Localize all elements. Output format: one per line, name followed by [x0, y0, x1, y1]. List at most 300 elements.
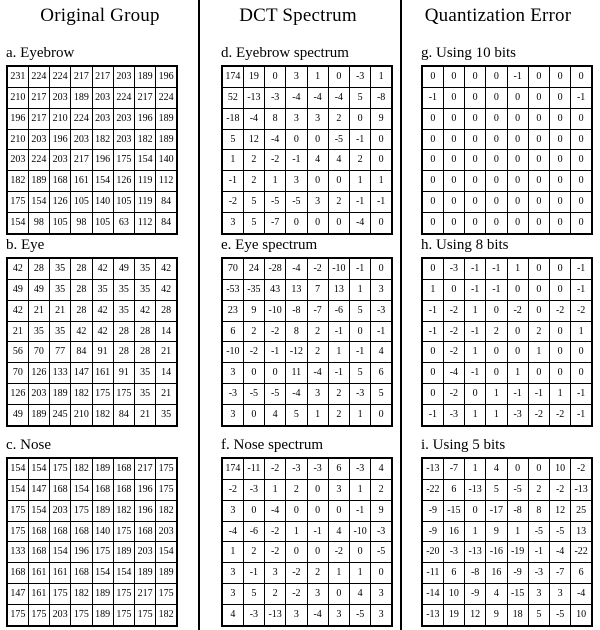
grid-cell: -3: [350, 383, 371, 404]
grid-cell: 189: [156, 108, 177, 129]
grid-cell: 42: [92, 258, 113, 280]
grid-cell: 182: [135, 129, 156, 150]
grid-cell: 0: [286, 129, 307, 150]
grid-cell: -1: [571, 258, 592, 280]
grid-cell: 8: [265, 108, 286, 129]
grid-cell: 21: [28, 300, 49, 321]
grid-cell: 196: [71, 542, 92, 563]
grid-cell: 147: [7, 583, 28, 604]
grid-cell: 154: [135, 150, 156, 171]
grid-cell: 12: [243, 129, 264, 150]
grid-row: [222, 66, 392, 88]
grid-row: [422, 212, 592, 234]
grid-row: [7, 583, 177, 604]
grid-cell: 0: [465, 191, 486, 212]
grid-cell: -2: [307, 258, 328, 280]
grid-cell: 3: [222, 404, 243, 426]
grid-cell: 1: [465, 300, 486, 321]
grid-cell: 0: [465, 212, 486, 234]
grid-cell: 11: [286, 363, 307, 384]
grid-cell: 1: [350, 404, 371, 426]
grid-cell: 1: [465, 521, 486, 542]
grid-cell: 42: [156, 280, 177, 301]
grid-cell: -5: [371, 542, 392, 563]
grid-cell: 0: [507, 108, 528, 129]
grid-cell: -3: [265, 88, 286, 109]
grid-cell: 77: [50, 342, 71, 363]
grid-cell: 4: [486, 583, 507, 604]
grid-row: [7, 363, 177, 384]
grid-row: [7, 521, 177, 542]
grid-cell: 203: [50, 88, 71, 109]
grid-row: [222, 342, 392, 363]
grid-cell: 4: [307, 150, 328, 171]
grid-cell: 0: [371, 212, 392, 234]
grid-cell: -3: [307, 458, 328, 480]
value-grid: [221, 457, 393, 627]
grid-cell: 1: [350, 563, 371, 584]
grid-cell: 42: [7, 258, 28, 280]
grid-row: [422, 604, 592, 626]
grid-cell: 175: [113, 604, 134, 626]
grid-cell: -1: [371, 321, 392, 342]
grid-row: [422, 563, 592, 584]
grid-cell: -9: [422, 521, 443, 542]
grid-cell: -7: [443, 458, 464, 480]
grid-cell: 196: [135, 480, 156, 501]
grid-cell: 203: [113, 66, 134, 88]
grid-row: [222, 404, 392, 426]
grid-cell: 0: [465, 171, 486, 192]
grid-cell: 42: [7, 300, 28, 321]
grid-cell: 105: [50, 212, 71, 234]
grid-cell: -15: [507, 583, 528, 604]
grid-cell: 182: [156, 604, 177, 626]
value-grid: [221, 257, 393, 427]
value-grid: [421, 257, 593, 427]
grid-cell: 210: [7, 88, 28, 109]
grid-cell: 63: [113, 212, 134, 234]
grid-cell: 3: [265, 563, 286, 584]
grid-cell: 8: [528, 500, 549, 521]
grid-cell: -2: [328, 542, 349, 563]
grid-row: [222, 129, 392, 150]
grid-cell: -2: [265, 542, 286, 563]
grid-cell: 4: [265, 404, 286, 426]
grid-cell: 1: [486, 404, 507, 426]
grid-cell: 168: [7, 563, 28, 584]
grid-row: [7, 404, 177, 426]
grid-cell: 10: [571, 604, 592, 626]
grid-cell: 0: [486, 88, 507, 109]
grid-cell: 0: [507, 212, 528, 234]
grid-cell: 189: [28, 404, 49, 426]
grid-cell: 203: [7, 150, 28, 171]
grid-row: [422, 150, 592, 171]
grid-cell: 28: [113, 342, 134, 363]
grid-cell: 35: [50, 321, 71, 342]
grid-cell: 119: [135, 191, 156, 212]
grid-row: [222, 150, 392, 171]
grid-cell: 0: [507, 88, 528, 109]
grid-cell: 35: [28, 321, 49, 342]
grid-cell: 175: [71, 604, 92, 626]
grid-cell: 0: [528, 363, 549, 384]
grid-cell: -1: [350, 500, 371, 521]
grid-cell: 168: [71, 521, 92, 542]
grid-cell: 56: [7, 342, 28, 363]
block-label: d. Eyebrow spectrum: [221, 45, 349, 61]
grid-cell: 3: [371, 604, 392, 626]
grid-cell: 84: [113, 404, 134, 426]
grid-cell: 35: [50, 280, 71, 301]
grid-row: [222, 480, 392, 501]
grid-cell: 0: [550, 66, 571, 88]
grid-cell: 154: [92, 171, 113, 192]
grid-cell: 0: [550, 108, 571, 129]
grid-cell: 49: [7, 280, 28, 301]
grid-cell: -4: [307, 604, 328, 626]
grid-cell: -3: [443, 404, 464, 426]
grid-cell: -1: [486, 280, 507, 301]
grid-cell: 175: [135, 604, 156, 626]
grid-cell: 0: [465, 108, 486, 129]
grid-cell: 175: [50, 583, 71, 604]
grid-cell: 0: [571, 150, 592, 171]
grid-cell: 182: [92, 404, 113, 426]
grid-cell: -1: [422, 321, 443, 342]
grid-cell: 5: [350, 363, 371, 384]
grid-cell: 182: [7, 171, 28, 192]
grid-cell: -10: [350, 521, 371, 542]
grid-cell: -9: [422, 500, 443, 521]
grid-cell: 154: [28, 500, 49, 521]
grid-cell: 0: [422, 108, 443, 129]
column-header-original: Original Group: [40, 5, 160, 26]
grid-cell: -4: [550, 542, 571, 563]
grid-cell: -2: [528, 404, 549, 426]
grid-cell: -11: [422, 563, 443, 584]
block-label: b. Eye: [6, 237, 45, 253]
grid-cell: 126: [50, 191, 71, 212]
grid-cell: 9: [486, 521, 507, 542]
grid-cell: -2: [265, 458, 286, 480]
grid-cell: -3: [350, 458, 371, 480]
grid-cell: 35: [113, 300, 134, 321]
grid-cell: 189: [50, 383, 71, 404]
grid-cell: 2: [528, 480, 549, 501]
grid-cell: -1: [328, 363, 349, 384]
grid-cell: 5: [350, 88, 371, 109]
grid-cell: 0: [528, 88, 549, 109]
grid-cell: -13: [422, 458, 443, 480]
grid-cell: 42: [135, 300, 156, 321]
grid-cell: 1: [307, 404, 328, 426]
grid-cell: 43: [265, 280, 286, 301]
grid-cell: 203: [113, 129, 134, 150]
grid-cell: 0: [550, 129, 571, 150]
grid-cell: -1: [571, 383, 592, 404]
grid-cell: 189: [135, 563, 156, 584]
grid-cell: 2: [307, 321, 328, 342]
grid-cell: 2: [243, 171, 264, 192]
grid-row: [422, 458, 592, 480]
grid-cell: -2: [265, 321, 286, 342]
grid-cell: 161: [71, 171, 92, 192]
grid-cell: -13: [465, 480, 486, 501]
grid-cell: 19: [243, 66, 264, 88]
grid-cell: 175: [113, 383, 134, 404]
grid-cell: -1: [465, 258, 486, 280]
grid-cell: -5: [550, 521, 571, 542]
value-grid: [6, 65, 178, 235]
grid-cell: 196: [50, 129, 71, 150]
grid-cell: 84: [156, 191, 177, 212]
grid-row: [7, 280, 177, 301]
grid-cell: 224: [156, 88, 177, 109]
grid-cell: 28: [71, 258, 92, 280]
grid-cell: 1: [350, 480, 371, 501]
block-label: f. Nose spectrum: [221, 437, 324, 453]
grid-cell: 0: [307, 542, 328, 563]
value-grid: [421, 457, 593, 627]
grid-cell: 0: [528, 258, 549, 280]
grid-cell: 21: [156, 383, 177, 404]
grid-cell: 175: [7, 500, 28, 521]
block-label: a. Eyebrow: [6, 45, 75, 61]
grid-cell: 0: [507, 280, 528, 301]
grid-cell: 35: [156, 404, 177, 426]
grid-row: [222, 383, 392, 404]
grid-cell: 126: [28, 363, 49, 384]
grid-row: [422, 171, 592, 192]
grid-cell: 0: [550, 321, 571, 342]
grid-cell: 0: [443, 108, 464, 129]
grid-cell: 168: [50, 171, 71, 192]
grid-cell: -13: [243, 88, 264, 109]
grid-cell: -8: [286, 300, 307, 321]
grid-cell: 175: [92, 383, 113, 404]
grid-cell: 0: [571, 212, 592, 234]
grid-cell: 0: [443, 129, 464, 150]
grid-cell: 217: [135, 88, 156, 109]
grid-cell: 189: [156, 129, 177, 150]
grid-cell: 3: [371, 583, 392, 604]
grid-cell: -5: [265, 191, 286, 212]
grid-row: [422, 363, 592, 384]
grid-cell: 203: [50, 604, 71, 626]
grid-cell: 3: [307, 191, 328, 212]
grid-cell: 0: [550, 342, 571, 363]
grid-row: [222, 212, 392, 234]
grid-cell: 5: [286, 404, 307, 426]
grid-cell: -2: [443, 300, 464, 321]
grid-row: [422, 342, 592, 363]
grid-cell: 182: [156, 500, 177, 521]
grid-cell: 0: [571, 171, 592, 192]
grid-cell: 175: [113, 583, 134, 604]
grid-cell: 2: [328, 383, 349, 404]
grid-cell: -5: [328, 129, 349, 150]
grid-cell: -4: [286, 383, 307, 404]
grid-cell: 0: [422, 150, 443, 171]
grid-cell: 0: [422, 171, 443, 192]
grid-cell: -11: [243, 458, 264, 480]
grid-cell: 0: [422, 363, 443, 384]
grid-cell: 3: [307, 108, 328, 129]
grid-cell: -1: [265, 342, 286, 363]
grid-cell: 70: [7, 363, 28, 384]
grid-cell: -2: [443, 383, 464, 404]
grid-row: [422, 300, 592, 321]
grid-cell: -13: [422, 604, 443, 626]
grid-cell: 1: [222, 150, 243, 171]
grid-cell: 0: [465, 383, 486, 404]
grid-row: [222, 191, 392, 212]
grid-cell: 5: [486, 480, 507, 501]
grid-cell: 13: [328, 280, 349, 301]
column-divider: [400, 0, 402, 630]
grid-cell: 5: [243, 191, 264, 212]
grid-cell: -3: [243, 480, 264, 501]
grid-cell: 1: [465, 404, 486, 426]
grid-cell: 0: [507, 129, 528, 150]
column-header-dct: DCT Spectrum: [239, 5, 357, 26]
block-label: g. Using 10 bits: [421, 45, 517, 61]
grid-row: [7, 129, 177, 150]
grid-cell: 0: [465, 88, 486, 109]
grid-cell: -2: [222, 480, 243, 501]
grid-cell: -7: [550, 563, 571, 584]
grid-cell: -9: [507, 563, 528, 584]
grid-cell: 175: [28, 604, 49, 626]
grid-cell: 217: [135, 458, 156, 480]
grid-cell: 189: [92, 458, 113, 480]
grid-cell: -4: [286, 258, 307, 280]
grid-cell: 0: [328, 66, 349, 88]
grid-cell: 0: [422, 66, 443, 88]
grid-cell: 28: [135, 321, 156, 342]
grid-cell: 0: [550, 280, 571, 301]
grid-cell: 182: [71, 458, 92, 480]
grid-cell: -16: [486, 542, 507, 563]
grid-cell: 0: [350, 321, 371, 342]
grid-row: [422, 404, 592, 426]
grid-cell: 0: [328, 171, 349, 192]
grid-cell: 5: [222, 129, 243, 150]
grid-cell: 4: [371, 458, 392, 480]
grid-cell: 0: [286, 500, 307, 521]
grid-cell: -2: [550, 480, 571, 501]
grid-cell: 0: [486, 66, 507, 88]
grid-cell: 23: [222, 300, 243, 321]
grid-cell: 3: [528, 583, 549, 604]
grid-cell: -4: [222, 521, 243, 542]
grid-cell: 0: [371, 563, 392, 584]
grid-cell: 203: [135, 542, 156, 563]
grid-row: [422, 480, 592, 501]
grid-cell: 49: [28, 280, 49, 301]
grid-cell: 0: [371, 129, 392, 150]
grid-row: [422, 191, 592, 212]
block-label: i. Using 5 bits: [421, 437, 506, 453]
grid-cell: -35: [243, 280, 264, 301]
grid-cell: 0: [507, 342, 528, 363]
grid-cell: 35: [135, 363, 156, 384]
grid-cell: 6: [371, 363, 392, 384]
grid-cell: 0: [528, 66, 549, 88]
grid-row: [7, 191, 177, 212]
grid-cell: 3: [222, 583, 243, 604]
grid-cell: -3: [350, 66, 371, 88]
grid-cell: -10: [265, 300, 286, 321]
grid-cell: 1: [486, 383, 507, 404]
grid-cell: 0: [486, 342, 507, 363]
grid-cell: -1: [243, 563, 264, 584]
grid-cell: 168: [50, 521, 71, 542]
grid-cell: 0: [286, 542, 307, 563]
grid-cell: 21: [156, 342, 177, 363]
grid-cell: 0: [528, 280, 549, 301]
grid-cell: -1: [371, 191, 392, 212]
grid-cell: 0: [422, 342, 443, 363]
grid-cell: 28: [156, 300, 177, 321]
grid-cell: -2: [550, 300, 571, 321]
grid-cell: 5: [350, 300, 371, 321]
grid-cell: 140: [92, 191, 113, 212]
grid-cell: 154: [50, 542, 71, 563]
grid-cell: 21: [50, 300, 71, 321]
grid-cell: 0: [507, 321, 528, 342]
grid-cell: 168: [71, 563, 92, 584]
grid-cell: 0: [265, 66, 286, 88]
value-grid: [421, 65, 593, 235]
grid-cell: -20: [422, 542, 443, 563]
grid-cell: 175: [92, 542, 113, 563]
grid-cell: 1: [507, 363, 528, 384]
grid-cell: 2: [528, 321, 549, 342]
grid-row: [422, 583, 592, 604]
grid-cell: -1: [350, 191, 371, 212]
grid-cell: -22: [422, 480, 443, 501]
grid-row: [7, 480, 177, 501]
grid-cell: 4: [328, 521, 349, 542]
grid-cell: 168: [50, 480, 71, 501]
grid-cell: 3: [550, 583, 571, 604]
grid-cell: 0: [550, 212, 571, 234]
grid-cell: 70: [222, 258, 243, 280]
grid-cell: 1: [550, 383, 571, 404]
grid-cell: 182: [92, 129, 113, 150]
grid-cell: -9: [465, 583, 486, 604]
grid-cell: 0: [443, 171, 464, 192]
grid-cell: 147: [28, 480, 49, 501]
grid-cell: 28: [28, 258, 49, 280]
grid-cell: -10: [328, 258, 349, 280]
grid-cell: 35: [135, 383, 156, 404]
grid-cell: 52: [222, 88, 243, 109]
grid-cell: 12: [550, 500, 571, 521]
grid-cell: 112: [135, 212, 156, 234]
grid-cell: 35: [92, 280, 113, 301]
grid-cell: 1: [371, 171, 392, 192]
grid-cell: 1: [571, 321, 592, 342]
grid-cell: 203: [92, 88, 113, 109]
grid-cell: -2: [507, 300, 528, 321]
grid-cell: 0: [528, 171, 549, 192]
grid-row: [7, 66, 177, 88]
grid-cell: 203: [92, 108, 113, 129]
